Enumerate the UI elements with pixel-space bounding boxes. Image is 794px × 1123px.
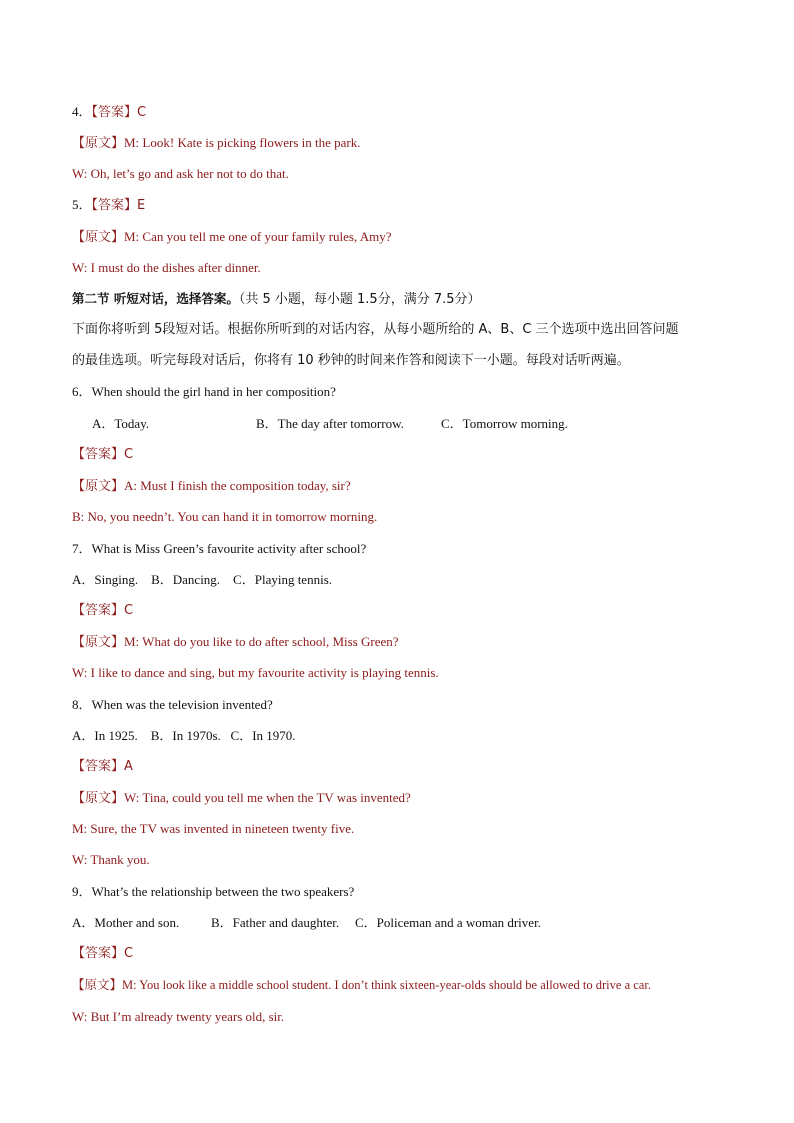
- q9-transcript-w: W: But I’m already twenty years old, sir.: [72, 1009, 285, 1024]
- q8-transcript-m: M: Sure, the TV was invented in nineteen twenty five.: [72, 821, 355, 836]
- q9-question: 9．What’s the relationship between the two speakers?: [72, 884, 355, 899]
- q8-transcript-w: 【原文】W: Tina, could you tell me when the TV was invented?: [72, 790, 411, 805]
- q6-options: [0, 415, 794, 433]
- q8-options: A．In 1925. B．In 1970s. C．In 1970.: [72, 728, 296, 743]
- q6-transcript-b: B: No, you needn’t. You can hand it in tomorrow morning.: [72, 509, 378, 524]
- q8-answer: 【答案】A: [72, 759, 133, 774]
- q6-option-b: B．The day after tomorrow.: [256, 416, 404, 431]
- q6-answer: 【答案】C: [72, 447, 134, 462]
- q8-transcript-w2: W: Thank you.: [72, 852, 150, 867]
- q5-transcript-m: 【原文】M: Can you tell me one of your family rules, Amy?: [72, 229, 392, 244]
- q9-answer: 【答案】C: [72, 946, 134, 961]
- q9-option-a: A．Mother and son.: [72, 915, 180, 930]
- section2-instructions-1: 下面你将听到 5段短对话。根据你所听到的对话内容，从每小题所给的 A、B、C 三个选项中选出回答问题: [72, 322, 679, 337]
- q7-answer: 【答案】C: [72, 603, 134, 618]
- q6-option-c: C．Tomorrow morning.: [441, 416, 568, 431]
- q7-transcript-m: 【原文】M: What do you like to do after school, Miss Green?: [72, 634, 399, 649]
- q6-option-a: A．Today.: [92, 416, 150, 431]
- q5-number: 5．: [72, 197, 92, 212]
- q4-transcript-w: W: Oh, let’s go and ask her not to do that.: [72, 166, 289, 181]
- q5-answer-line: [72, 196, 145, 214]
- q9-options: [0, 914, 794, 932]
- q4-transcript-m: 【原文】M: Look! Kate is picking flowers in the park.: [72, 135, 361, 150]
- q4-answer-line: [72, 103, 146, 121]
- q5-transcript-w: W: I must do the dishes after dinner.: [72, 260, 261, 275]
- q4-number: 4．: [72, 104, 92, 119]
- section2-heading: [72, 290, 481, 308]
- q9-transcript-m: 【原文】M: You look like a middle school student. I don’t think sixteen-year-olds should be allowed to drive a car.: [72, 978, 651, 992]
- q4-answer: 【答案】C: [91, 105, 147, 120]
- q8-question: 8．When was the television invented?: [72, 697, 273, 712]
- q9-option-b: B．Father and daughter.: [211, 915, 340, 930]
- section2-score: （共 5 小题，每小题 1.5分，满分 7.5分）: [238, 292, 481, 307]
- q7-question: 7．What is Miss Green’s favourite activity after school?: [72, 541, 367, 556]
- q6-question: 6．When should the girl hand in her composition?: [72, 384, 336, 399]
- q9-option-c: C．Policeman and a woman driver.: [355, 915, 541, 930]
- section2-instructions-2: 的最佳选项。听完每段对话后，你将有 10 秒钟的时间来作答和阅读下一小题。每段对话听两遍。: [72, 353, 630, 368]
- q6-transcript-a: 【原文】A: Must I finish the composition today, sir?: [72, 478, 351, 493]
- q7-options: A．Singing. B．Dancing. C．Playing tennis.: [72, 572, 333, 587]
- section2-title: 第二节 听短对话，选择答案。: [72, 291, 239, 306]
- q5-answer: 【答案】E: [91, 198, 146, 213]
- q7-transcript-w: W: I like to dance and sing, but my favourite activity is playing tennis.: [72, 665, 439, 680]
